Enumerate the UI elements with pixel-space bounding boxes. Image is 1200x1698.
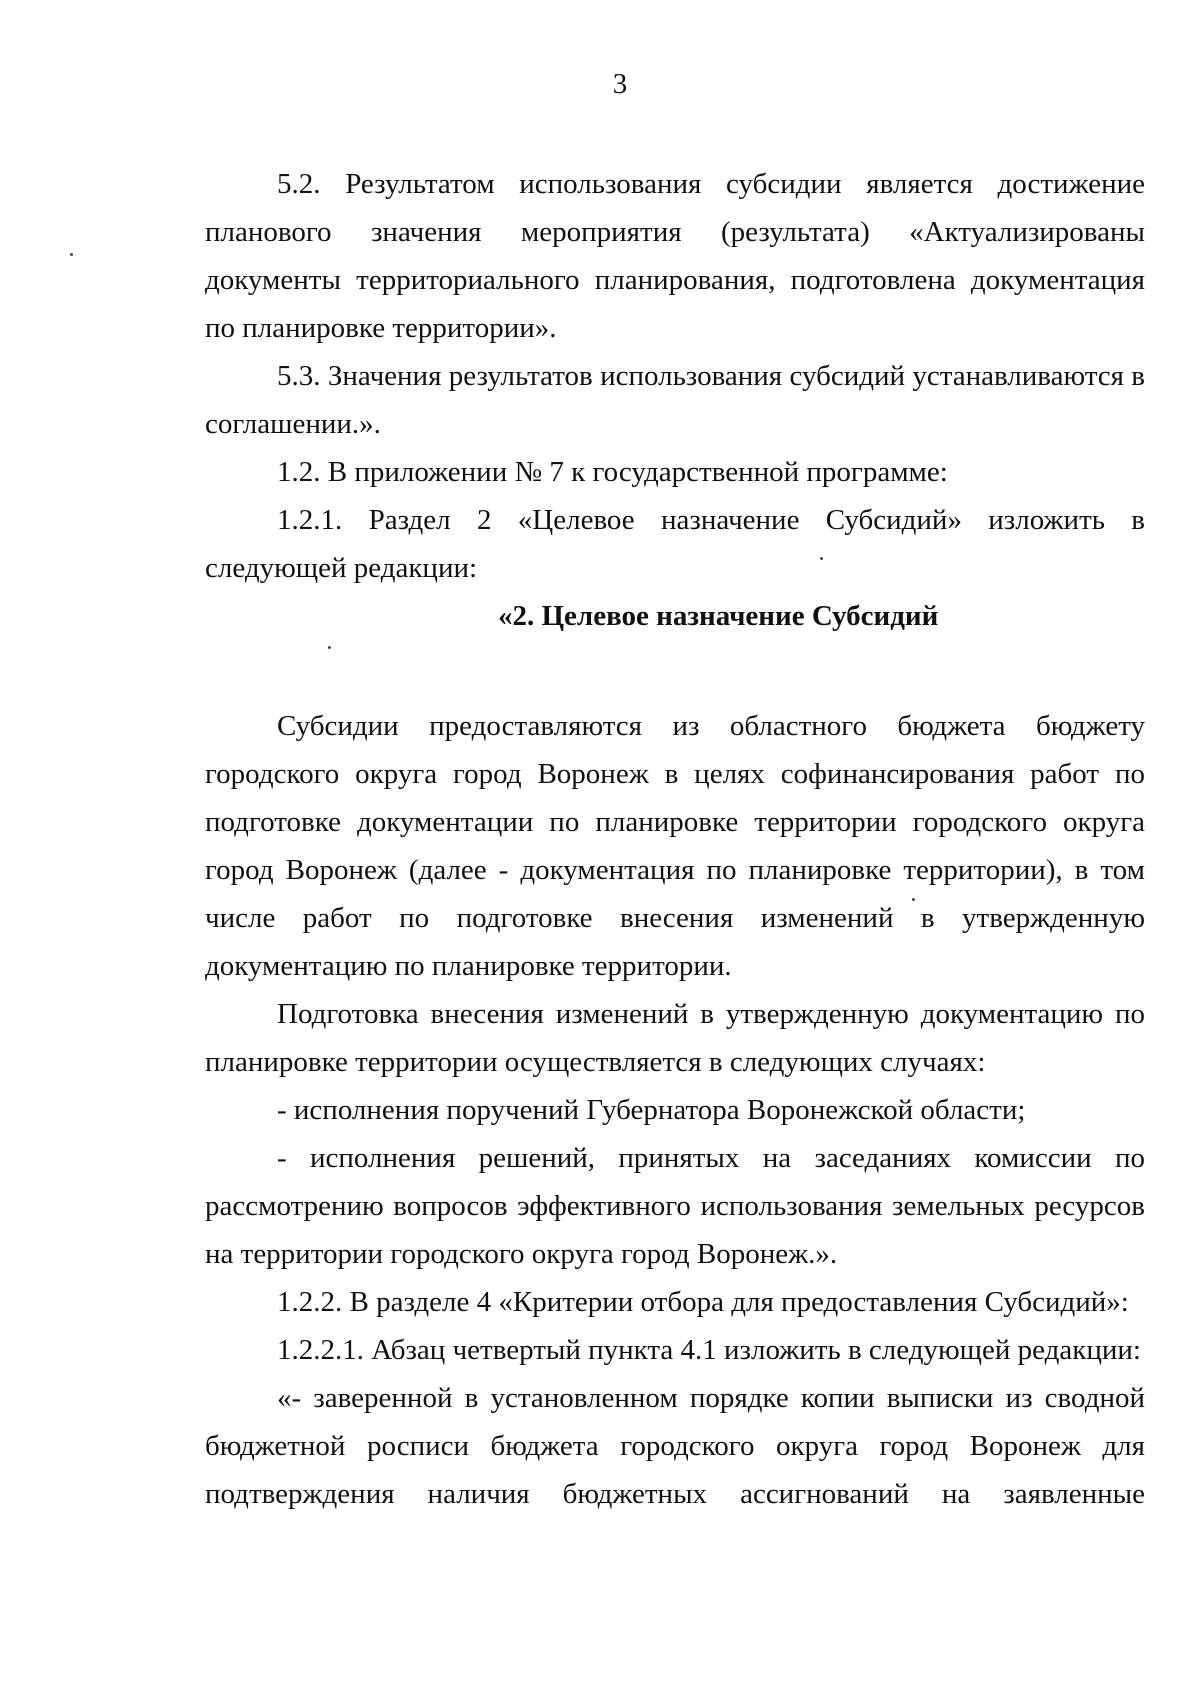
paragraph-changes-cases: Подготовка внесения изменений в утвержденную документацию по планировке территории осуществляется в следующих случаях: <box>205 998 1145 1078</box>
list-item-commission-decisions: - исполнения решений, принятых на заседаниях комиссии по рассмотрению вопросов эффективного использования земельных ресурсов на территории городского округа город Воронеж.». <box>205 1142 1145 1270</box>
paragraph-1-2: 1.2. В приложении № 7 к государственной программе: <box>277 456 948 488</box>
list-item-governor-orders: - исполнения поручений Губернатора Воронежской области; <box>277 1094 1026 1126</box>
scan-speck <box>912 898 915 901</box>
section-heading: «2. Целевое назначение Субсидий <box>498 600 939 632</box>
paragraph-5-3: 5.3. Значения результатов использования субсидий устанавливаются в соглашении.». <box>205 360 1145 440</box>
paragraph-1-2-2: 1.2.2. В разделе 4 «Критерии отбора для предоставления Субсидий»: <box>277 1286 1129 1318</box>
document-body <box>205 160 1145 1518</box>
scan-speck <box>328 646 331 649</box>
paragraph-quoted-copy: «- заверенной в установленном порядке копии выписки из сводной бюджетной росписи бюджета городского округа город Воронеж для подтверждения наличия бюджетных ассигнований на заявленные <box>205 1382 1145 1510</box>
paragraph-subsidies-purpose: Субсидии предоставляются из областного бюджета бюджету городского округа город Воронеж в целях софинансирования работ по подготовке документации по планировке территории городского округа город Воронеж (далее - документация по планировке территории), в том числе работ по подготовке внесения изменений в утвержденную документацию по планировке территории. <box>205 710 1145 982</box>
paragraph-1-2-1: 1.2.1. Раздел 2 «Целевое назначение Субсидий» изложить в следующей редакции: <box>205 504 1145 584</box>
scan-speck <box>70 253 73 256</box>
scan-speck <box>820 557 823 560</box>
paragraph-5-2: 5.2. Результатом использования субсидии является достижение планового значения мероприятия (результата) «Актуализированы документы территориального планирования, подготовлена документация по планировке территории». <box>205 168 1145 344</box>
page-number: 3 <box>612 68 628 100</box>
paragraph-1-2-2-1: 1.2.2.1. Абзац четвертый пункта 4.1 изложить в следующей редакции: <box>277 1334 1141 1366</box>
